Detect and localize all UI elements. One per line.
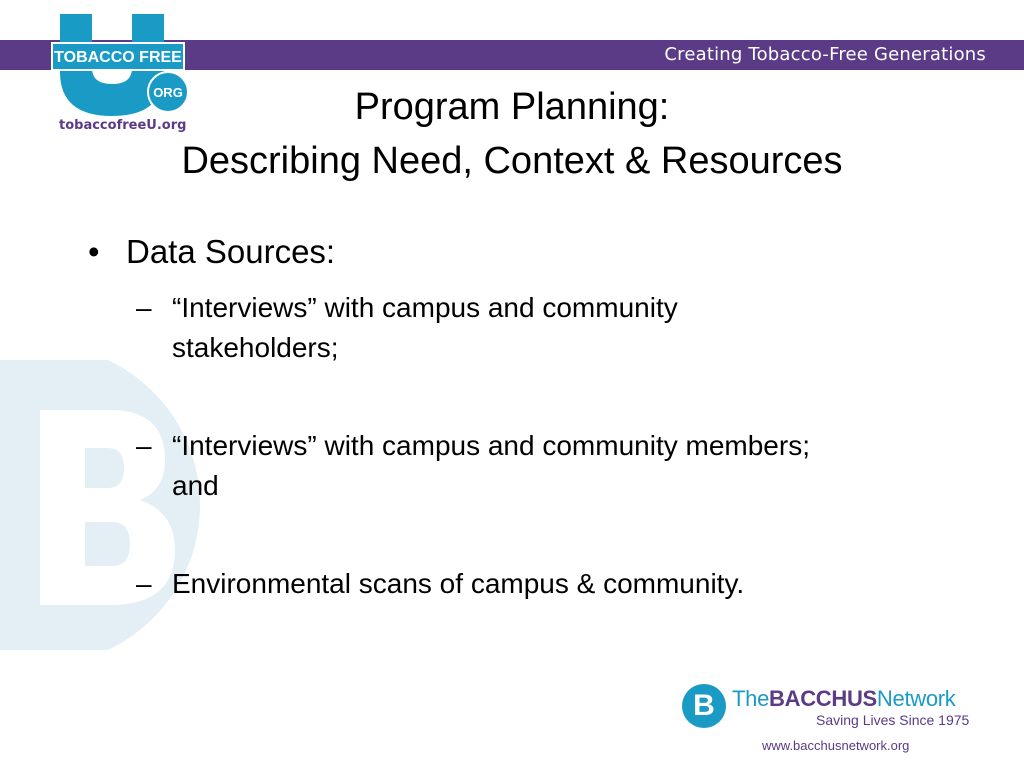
bacchus-name-strong: BACCHUS [769,686,877,711]
header-tagline: Creating Tobacco-Free Generations [664,44,986,65]
title-line-1: Program Planning: [354,86,670,128]
bullet-marker: • [88,233,100,270]
bacchus-network-logo [682,684,992,734]
title-line-2: Describing Need, Context & Resources [181,140,843,182]
logo-badge-text: TOBACCO FREE [54,49,182,66]
bacchus-tagline: Saving Lives Since 1975 [816,712,970,728]
sub-bullet-text: Environmental scans of campus & community. [172,568,745,599]
sub-bullet-text: “Interviews” with campus and community members; and [172,430,810,501]
logo-org-text: ORG [153,85,183,100]
bacchus-b-icon: B [682,684,726,728]
sub-bullet-text: “Interviews” with campus and community stakeholders; [172,292,678,363]
bacchus-name-suffix: Network [876,686,956,711]
bullet-label: Data Sources: [126,233,336,270]
sub-bullet-marker: – [136,568,152,599]
bacchus-name-prefix: The [732,686,770,711]
bacchus-name [732,686,956,712]
slide-title [0,80,1024,188]
footer-url: www.bacchusnetwork.org [762,738,910,753]
sub-bullet-marker: – [136,430,152,461]
sub-bullet-marker: – [136,292,152,323]
logo-url: tobaccofreeU.org [59,118,187,133]
